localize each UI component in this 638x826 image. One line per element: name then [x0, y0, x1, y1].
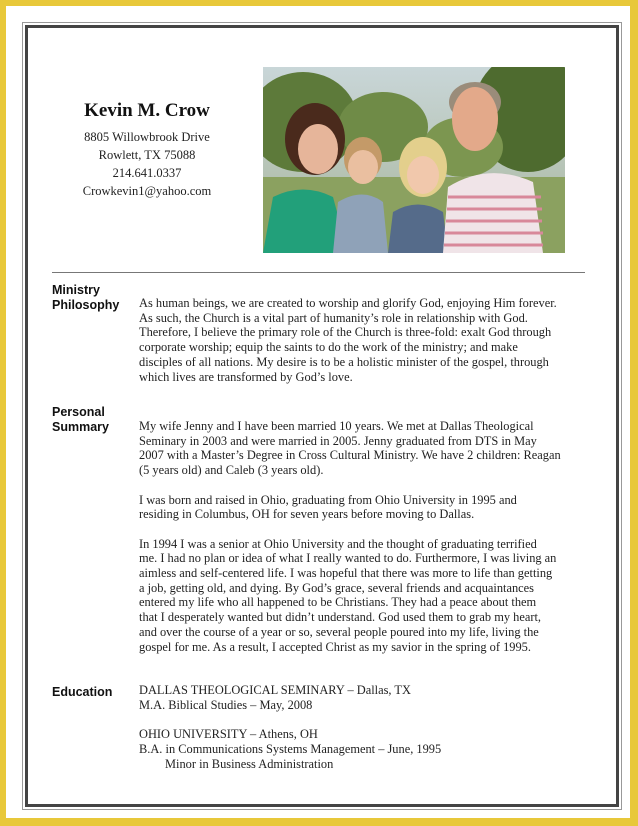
text-line: which lives are transformed by God’s love. [139, 369, 353, 384]
degree: M.A. Biblical Studies – May, 2008 [139, 697, 313, 712]
text-line: (5 years old) and Caleb (3 years old). [139, 463, 324, 478]
label-line: Ministry [52, 283, 100, 297]
text-line: entered my life who all happened to be Christians. They had a peace about them [139, 595, 537, 610]
address-line-2: Rowlett, TX 75088 [98, 148, 196, 162]
personal-summary-label [52, 405, 109, 435]
text-line: aimless and self-centered life. I was hopeful that there was more to life than getting [139, 566, 553, 580]
text-line: 2007 with a Master’s Degree in Cross Cultural Ministry. We have 2 children: Reagan [139, 448, 561, 463]
text-line: As such, the Church is a vital part of humanity’s role in relationship with God. [139, 310, 528, 325]
email-address: Crowkevin1@yahoo.com [82, 184, 212, 198]
text-line: Seminary in 2003 and were married in 2005. Jenny graduated from DTS in May [139, 433, 537, 448]
text-line: that I desperately wanted but didn’t understand. God used them to grab my heart, [139, 610, 542, 625]
text-line: me. I had no plan or idea of what I really wanted to do. Furthermore, I was living an [139, 551, 557, 566]
candidate-name: Kevin M. Crow [84, 100, 210, 121]
personal-summary-text [139, 419, 589, 669]
education-label: Education [52, 685, 113, 699]
summary-paragraph [139, 537, 589, 655]
ministry-philosophy-text [139, 296, 589, 384]
family-photo-icon [263, 67, 565, 253]
section-divider [52, 272, 585, 273]
text-line: a job, getting old, and dying. By God’s grace, several friends and acquaintances [139, 580, 535, 595]
label-line: Philosophy [52, 298, 120, 312]
phone-number: 214.641.0337 [112, 166, 182, 180]
text-line: Therefore, I believe the primary role of the Church is three-fold: exalt God through [139, 325, 552, 340]
label-line: Personal [52, 405, 105, 419]
text-line: and over the course of a year or so, several people poured into my life, living the [139, 624, 539, 639]
education-entry [139, 727, 589, 771]
text-line: residing in Columbus, OH for seven years before moving to Dallas. [139, 507, 475, 522]
degree: B.A. in Communications Systems Management – June, 1995 [139, 741, 442, 756]
family-photo [263, 67, 565, 253]
minor: Minor in Business Administration [165, 756, 334, 771]
summary-paragraph [139, 419, 589, 478]
education-text [139, 683, 589, 786]
contact-block [40, 100, 254, 200]
school-name: OHIO UNIVERSITY – Athens, OH [139, 727, 318, 742]
school-name: DALLAS THEOLOGICAL SEMINARY – Dallas, TX [139, 683, 411, 697]
ministry-philosophy-label [52, 283, 119, 313]
text-line: As human beings, we are created to worship and glorify God, enjoying Him forever. [139, 296, 557, 310]
text-line: corporate worship; equip the saints to do the work of the ministry; and make [139, 340, 518, 355]
text-line: I was born and raised in Ohio, graduating from Ohio University in 1995 and [139, 492, 517, 507]
text-line: disciples of all nations. My desire is to be a holistic minister of the gospel, through [139, 354, 549, 369]
label-line: Summary [52, 420, 109, 434]
summary-paragraph [139, 493, 589, 522]
text-line: gospel for me. As a result, I accepted Christ as my savior in the spring of 1995. [139, 639, 531, 654]
address-line-1: 8805 Willowbrook Drive [84, 130, 210, 144]
text-line: In 1994 I was a senior at Ohio University and the thought of graduating terrified [139, 536, 537, 551]
text-line: My wife Jenny and I have been married 10 years. We met at Dallas Theological [139, 419, 534, 433]
education-entry [139, 683, 589, 712]
